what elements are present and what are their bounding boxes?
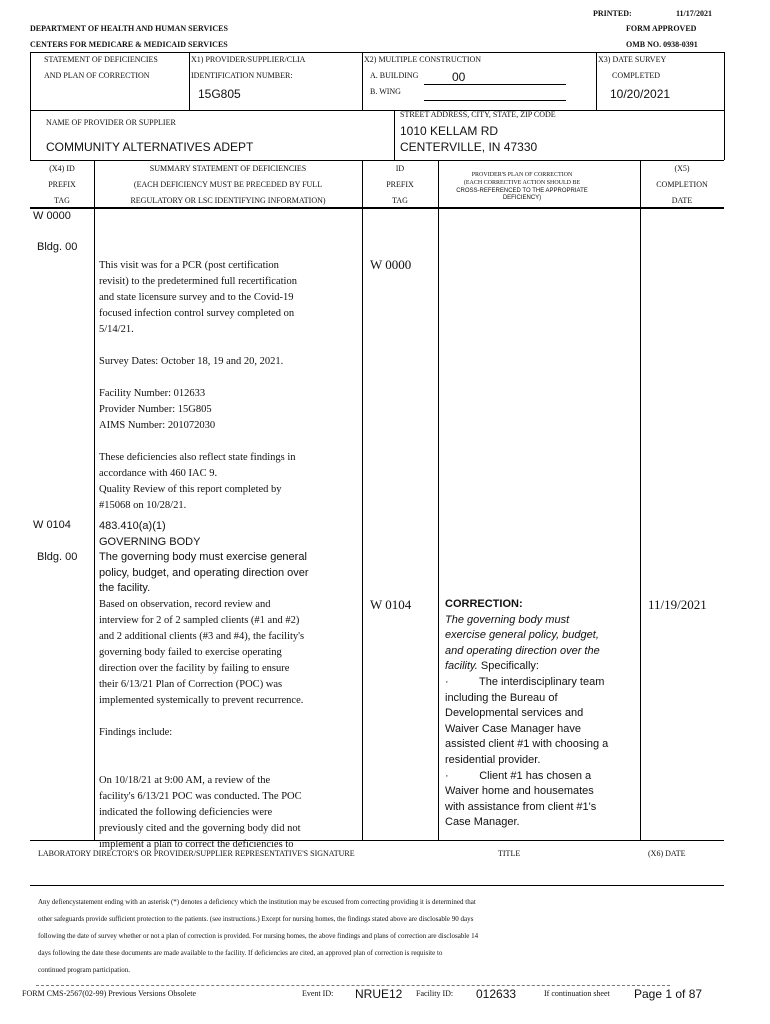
date-label: (X6) DATE [648,849,686,858]
plan-header-4: DEFICIENCY) [502,195,542,201]
id-header-1: ID [395,164,405,173]
x4-header-2: PREFIX [48,180,76,189]
event-id-label: Event ID: [302,989,334,998]
intro-paragraph: This visit was for a PCR (post certification revisit) to the predetermined full recertification and state licensure survey and to the Covid-19 focused infection control survey completed on 5/14/21. Survey Dates: October 18, 19 and 20, 2021. Facility Number: 012633 Provider Number: 15G805 AIMS Number: 201072030 These deficiencies also reflect state findings in accordance with 460 IAC 9. Quality Review of this report completed by #15068 on 10/28/21. [99,258,361,514]
plan-header-3: CROSS-REFERENCED TO THE APPROPRIATE [456,188,588,194]
bldg-1: Bldg. 00 [37,241,78,253]
wing-label: B. WING [370,87,401,96]
tag-w0000-right: W 0000 [370,257,412,272]
summary-header-1: SUMMARY STATEMENT OF DEFICIENCIES [149,164,307,173]
continuation-label: If continuation sheet [544,989,610,998]
plan-of-correction: CORRECTION: The governing body must exercise general policy, budget, and operating direction over the facility. Specifically: · The interdisciplinary team including the Bureau of Developmental services and Waiver Case Manager have assisted client #1 with choosing a residential provider. · Client #1 has chosen a Waiver home and housemates with assistance from client #1's Case Manager. [445,597,640,831]
building-value: 00 [452,70,466,84]
title-label: TITLE [498,849,521,858]
correction-label: CORRECTION: [445,598,523,610]
printed-label: PRINTED: [593,9,632,18]
summary-header-2: (EACH DEFICIENCY MUST BE PRECEDED BY FULL [133,180,323,189]
statement-label-2: AND PLAN OF CORRECTION [44,71,150,80]
provider-name: COMMUNITY ALTERNATIVES ADEPT [46,140,254,154]
dept-name: DEPARTMENT OF HEALTH AND HUMAN SERVICES [30,24,228,33]
aims-number: AIMS Number: 201072030 [99,420,216,431]
id-header-2: PREFIX [386,180,414,189]
id-header-3: TAG [392,196,408,205]
event-id: NRUE12 [355,987,403,1001]
finding-paragraph: Based on observation, record review and interview for 2 of 2 sampled clients (#1 and #2) and 2 additional clients (#3 and #4), the facility's governing body failed to exercise operating direction over the facility by failing to ensure their 6/13/21 Plan of Correction (POC) was implemented systemically to prevent recurrence. Findings include: On 10/18/21 at 9:00 AM, a review of the facility's 6/13/21 POC was conducted. The POC indicated the following deficiencies were previously cited and the governing body did not implement a plan to correct the deficiencies to [99,597,361,853]
survey-completed-date: 10/20/2021 [610,87,671,101]
provider-id: 15G805 [198,87,241,101]
statement-label-1: STATEMENT OF DEFICIENCIES [44,55,158,64]
bldg-2: Bldg. 00 [37,551,78,563]
completion-date: 11/19/2021 [648,597,707,612]
facility-id: 012633 [476,987,517,1001]
facility-number: Facility Number: 012633 [99,388,206,399]
address-line-2: CENTERVILLE, IN 47330 [400,140,538,154]
tag-w0104: W 0104 [33,519,71,531]
x1-label: X1) PROVIDER/SUPPLIER/CLIA [191,55,306,64]
x5-header-1: (X5) [674,164,690,173]
building-label: A. BUILDING [370,71,419,80]
tag-w0000: W 0000 [33,210,71,222]
form-approved: FORM APPROVED [626,24,697,33]
provider-name-label: NAME OF PROVIDER OR SUPPLIER [46,118,176,127]
regulation-cite: 483.410(a)(1) [99,520,166,532]
findings-include: Findings include: [99,727,173,738]
signature-label: LABORATORY DIRECTOR'S OR PROVIDER/SUPPLIER REPRESENTATIVE'S SIGNATURE [38,849,355,858]
x3-sublabel: COMPLETED [612,71,660,80]
summary-header-3: REGULATORY OR LSC IDENTIFYING INFORMATION) [130,196,326,205]
x3-label: X3) DATE SURVEY [598,55,667,64]
tag-w0104-right: W 0104 [370,597,412,612]
plan-header-2: (EACH CORRECTIVE ACTION SHOULD BE [463,180,581,186]
facility-id-label: Facility ID: [416,989,454,998]
disclaimer: Any defiencystatement ending with an asterisk (*) denotes a deficiency which the institution may be excused from correcting providing it is determined that other safeguards provide sufficient protection to the patients. (see instructions.) Except for nursing homes, the findings stated above are disclosable 90 days following the date of survey whether or not a plan of correction is provided. For nursing homes, the above findings and plans of correction are disclosable 14 days following the date these documents are made available to the facility. If deficiencies are cited, an approved plan of correction is requisite to continued program participation. [38,898,479,974]
omb-number: OMB NO. 0938-0391 [626,40,698,49]
x4-header-1: (X4) ID [49,164,75,173]
page-number: Page 1 of 87 [634,987,703,1001]
x4-header-3: TAG [54,196,70,205]
survey-dates: Survey Dates: October 18, 19 and 20, 2021. [99,356,284,367]
x1-sublabel: IDENTIFICATION NUMBER: [191,71,293,80]
address-label: STREET ADDRESS, CITY, STATE, ZIP CODE [400,110,556,119]
x2-label: X2) MULTIPLE CONSTRUCTION [364,55,482,64]
form-number: FORM CMS-2567(02-99) Previous Versions Obsolete [22,989,197,998]
provider-number: Provider Number: 15G805 [99,404,212,415]
address-line-1: 1010 KELLAM RD [400,124,499,138]
regulation-title: GOVERNING BODY [99,535,201,548]
regulation-block: 483.410(a)(1) GOVERNING BODY The governing body must exercise general policy, budget, and operating direction over the facility. [99,519,361,597]
printed-date: 11/17/2021 [676,9,713,18]
plan-header-1: PROVIDER'S PLAN OF CORRECTION [471,172,573,178]
x5-header-2: COMPLETION [656,180,708,189]
centers-name: CENTERS FOR MEDICARE & MEDICAID SERVICES [30,40,228,49]
x5-header-3: DATE [671,196,693,205]
